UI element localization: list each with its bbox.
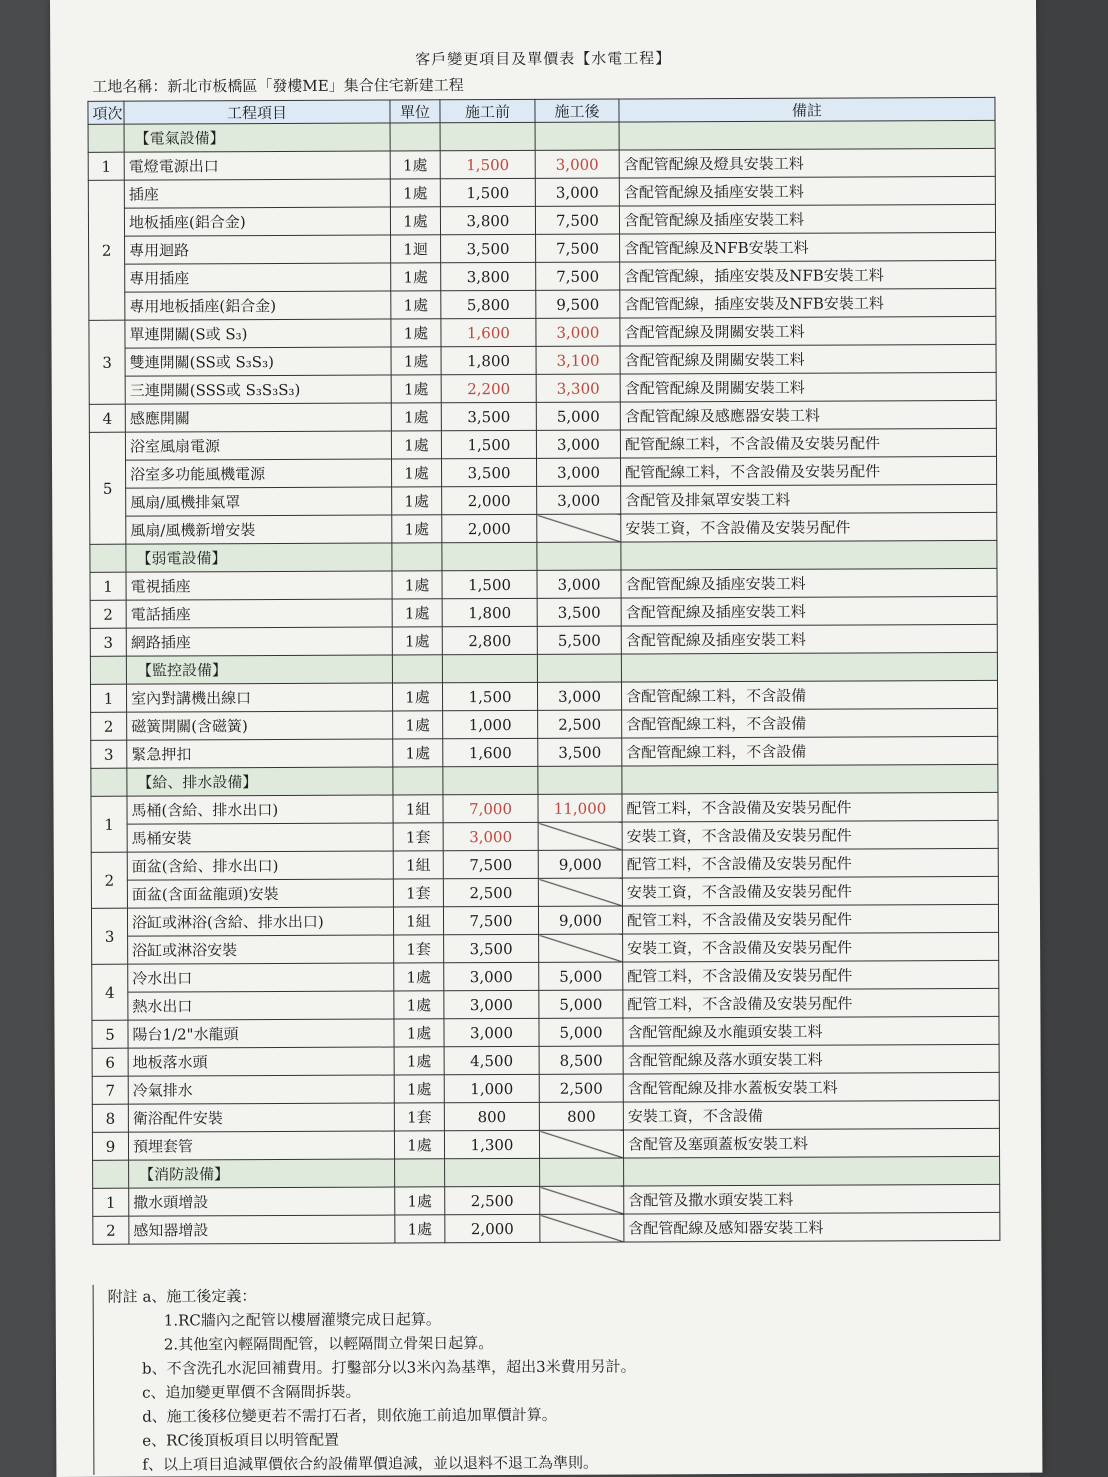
item-unit: 1處 bbox=[392, 683, 442, 711]
footnote-line: d、施工後移位變更若不需打石者，則依施工前追加單價計算。 bbox=[142, 1405, 557, 1426]
background-surface bbox=[1030, 0, 1108, 1477]
footnote-line: f、以上項目追減單價依合約設備單價追減，並以退料不退工為準則。 bbox=[142, 1453, 598, 1474]
price-after: 5,000 bbox=[539, 990, 623, 1018]
item-name: 感應開關 bbox=[125, 403, 391, 432]
header-before: 施工前 bbox=[440, 99, 535, 122]
section-title: 【給、排水設備】 bbox=[127, 767, 393, 796]
header-unit: 單位 bbox=[390, 100, 440, 123]
section-empty-cell bbox=[442, 542, 537, 570]
table-row bbox=[92, 1072, 999, 1104]
price-before: 2,200 bbox=[441, 374, 536, 402]
table-row bbox=[90, 456, 997, 488]
table-row bbox=[92, 1044, 999, 1076]
table-row bbox=[89, 260, 996, 292]
item-name: 專用插座 bbox=[125, 263, 391, 292]
table-row bbox=[90, 568, 997, 600]
item-name: 專用地板插座(鋁合金) bbox=[125, 291, 391, 320]
item-unit: 1處 bbox=[392, 571, 442, 599]
item-note: 配管工料，不含設備及安裝另配件 bbox=[622, 904, 998, 934]
price-after: 3,000 bbox=[537, 486, 621, 514]
section-empty-cell bbox=[390, 123, 440, 151]
section-row bbox=[91, 764, 998, 796]
price-before: 3,000 bbox=[444, 990, 539, 1018]
price-after: 7,500 bbox=[535, 206, 619, 234]
section-row bbox=[93, 1156, 1000, 1188]
footnote-line: c、追加變更單價不含隔間拆裝。 bbox=[142, 1382, 361, 1402]
item-unit: 1處 bbox=[394, 1047, 444, 1075]
item-unit: 1處 bbox=[390, 179, 440, 207]
price-after: 5,500 bbox=[537, 626, 621, 654]
item-note: 含配管配線及插座安裝工料 bbox=[621, 596, 997, 626]
item-name: 陽台1/2"水龍頭 bbox=[128, 1019, 394, 1048]
item-unit: 1處 bbox=[390, 207, 440, 235]
item-note: 含配管配線及插座安裝工料 bbox=[621, 568, 997, 598]
section-no-cell bbox=[90, 656, 126, 684]
section-empty-cell bbox=[442, 654, 537, 682]
item-note: 含配管配線，插座安裝及NFB安裝工料 bbox=[620, 260, 996, 290]
item-number: 3 bbox=[90, 628, 126, 656]
price-after: 5,000 bbox=[536, 402, 620, 430]
table-row bbox=[89, 316, 996, 348]
price-after-empty bbox=[538, 822, 622, 850]
price-after: 3,000 bbox=[537, 458, 621, 486]
item-note: 含配管配線及開關安裝工料 bbox=[620, 344, 996, 374]
site-name: 工地名稱：新北市板橋區「發樓ME」集合住宅新建工程 bbox=[92, 76, 464, 96]
price-before: 7,000 bbox=[443, 794, 538, 822]
price-before: 2,800 bbox=[442, 626, 537, 654]
price-before: 4,500 bbox=[444, 1046, 539, 1074]
price-before: 3,500 bbox=[441, 402, 536, 430]
item-number: 2 bbox=[91, 852, 127, 908]
section-no-cell bbox=[90, 544, 126, 572]
section-empty-cell bbox=[537, 542, 621, 570]
table-row bbox=[89, 288, 996, 320]
price-after: 3,500 bbox=[538, 738, 622, 766]
table-row bbox=[92, 1016, 999, 1048]
price-after: 5,000 bbox=[539, 962, 623, 990]
item-unit: 1處 bbox=[395, 1187, 445, 1215]
price-before: 2,500 bbox=[445, 1186, 540, 1214]
item-unit: 1套 bbox=[393, 823, 443, 851]
item-number: 2 bbox=[93, 1216, 129, 1244]
price-after: 800 bbox=[539, 1102, 623, 1130]
price-after: 2,500 bbox=[538, 710, 622, 738]
table-row bbox=[91, 820, 998, 852]
item-number: 1 bbox=[88, 152, 124, 180]
item-name: 室內對講機出線口 bbox=[126, 683, 392, 712]
item-number: 2 bbox=[88, 180, 125, 320]
item-unit: 1處 bbox=[392, 627, 442, 655]
item-unit: 1處 bbox=[391, 431, 441, 459]
price-before: 1,600 bbox=[443, 738, 538, 766]
item-note: 配管工料，不含設備及安裝另配件 bbox=[622, 848, 998, 878]
item-number: 5 bbox=[92, 1020, 128, 1048]
item-note: 含配管配線及感知器安裝工料 bbox=[624, 1212, 1000, 1242]
price-before: 2,000 bbox=[445, 1214, 540, 1242]
document-page bbox=[50, 0, 1042, 1477]
section-empty-cell bbox=[443, 766, 538, 794]
item-unit: 1處 bbox=[393, 711, 443, 739]
item-number: 3 bbox=[89, 320, 125, 404]
item-unit: 1處 bbox=[392, 599, 442, 627]
table-row bbox=[92, 960, 999, 992]
item-unit: 1組 bbox=[393, 851, 443, 879]
table-row bbox=[91, 848, 998, 880]
item-name: 熱水出口 bbox=[128, 991, 394, 1020]
table-row bbox=[93, 1212, 1000, 1244]
table-row bbox=[89, 372, 996, 404]
price-before: 3,500 bbox=[444, 934, 539, 962]
table-row bbox=[92, 1128, 999, 1160]
item-number: 4 bbox=[89, 404, 125, 432]
item-number: 2 bbox=[90, 600, 126, 628]
table-row bbox=[91, 904, 998, 936]
section-empty-cell bbox=[392, 543, 442, 571]
item-number: 9 bbox=[92, 1132, 128, 1160]
section-empty-cell bbox=[393, 767, 443, 795]
item-name: 浴缸或淋浴(含給、排水出口) bbox=[127, 907, 393, 936]
item-unit: 1處 bbox=[391, 263, 441, 291]
table-row bbox=[90, 624, 997, 656]
price-after: 3,100 bbox=[536, 346, 620, 374]
table-row bbox=[88, 148, 995, 180]
item-note: 安裝工資，不含設備及安裝另配件 bbox=[622, 820, 998, 850]
price-before: 3,500 bbox=[442, 458, 537, 486]
price-after: 8,500 bbox=[539, 1046, 623, 1074]
item-name: 三連開關(SSS或 S₃S₃S₃) bbox=[125, 375, 391, 404]
item-number: 8 bbox=[92, 1104, 128, 1132]
price-before: 5,800 bbox=[441, 290, 536, 318]
item-unit: 1套 bbox=[393, 879, 443, 907]
section-empty-cell bbox=[622, 764, 998, 794]
table-row bbox=[88, 176, 995, 208]
footnote-line: b、不含洗孔水泥回補費用。打鑿部分以3米內為基準，超出3米費用另計。 bbox=[141, 1357, 636, 1378]
price-before: 800 bbox=[444, 1102, 539, 1130]
document-title: 客戶變更項目及單價表【水電工程】 bbox=[415, 49, 672, 69]
price-before: 3,000 bbox=[443, 822, 538, 850]
item-name: 馬桶(含給、排水出口) bbox=[127, 795, 393, 824]
price-after: 9,000 bbox=[538, 906, 622, 934]
item-note: 含配管配線及開關安裝工料 bbox=[620, 316, 996, 346]
section-title: 【監控設備】 bbox=[126, 655, 392, 684]
item-name: 感知器增設 bbox=[129, 1215, 395, 1244]
item-name: 網路插座 bbox=[126, 627, 392, 656]
item-name: 磁簧開關(含磁簧) bbox=[127, 711, 393, 740]
item-name: 撒水頭增設 bbox=[129, 1187, 395, 1216]
item-unit: 1處 bbox=[394, 1019, 444, 1047]
price-after: 5,000 bbox=[539, 1018, 623, 1046]
table-row bbox=[89, 344, 996, 376]
price-before: 7,500 bbox=[443, 850, 538, 878]
item-unit: 1迴 bbox=[391, 235, 441, 263]
item-number: 3 bbox=[91, 908, 127, 964]
item-unit: 1處 bbox=[393, 739, 443, 767]
item-name: 面盆(含給、排水出口) bbox=[127, 851, 393, 880]
item-note: 含配管配線及開關安裝工料 bbox=[620, 372, 996, 402]
price-before: 1,500 bbox=[440, 178, 535, 206]
price-after-empty bbox=[540, 1214, 624, 1242]
price-after: 3,000 bbox=[535, 150, 619, 178]
price-before: 2,500 bbox=[443, 878, 538, 906]
item-unit: 1套 bbox=[394, 1103, 444, 1131]
item-unit: 1處 bbox=[391, 375, 441, 403]
item-name: 地板落水頭 bbox=[128, 1047, 394, 1076]
header-no: 項次 bbox=[88, 101, 124, 124]
price-before: 1,800 bbox=[442, 598, 537, 626]
table-body bbox=[88, 120, 1000, 1244]
table-row bbox=[90, 484, 997, 516]
item-note: 含配管配線及落水頭安裝工料 bbox=[623, 1044, 999, 1074]
section-no-cell bbox=[93, 1160, 129, 1188]
item-name: 浴室多功能風機電源 bbox=[126, 459, 392, 488]
header-note: 備註 bbox=[619, 97, 995, 122]
item-note: 含配管配線及感應器安裝工料 bbox=[620, 400, 996, 430]
price-before: 3,800 bbox=[440, 206, 535, 234]
price-after: 3,000 bbox=[537, 570, 621, 598]
item-note: 含配管配線及插座安裝工料 bbox=[619, 204, 995, 234]
table-row bbox=[89, 400, 996, 432]
price-before: 1,500 bbox=[441, 430, 536, 458]
price-after: 3,000 bbox=[536, 318, 620, 346]
price-before: 1,500 bbox=[440, 150, 535, 178]
item-name: 電視插座 bbox=[126, 571, 392, 600]
item-name: 插座 bbox=[124, 179, 390, 208]
price-before: 1,000 bbox=[443, 710, 538, 738]
table-row bbox=[90, 512, 997, 544]
item-unit: 1處 bbox=[391, 347, 441, 375]
section-row bbox=[90, 540, 997, 572]
item-unit: 1處 bbox=[390, 151, 440, 179]
item-note: 含配管配線及插座安裝工料 bbox=[619, 176, 995, 206]
item-unit: 1處 bbox=[392, 515, 442, 543]
footnote-line: 2.其他室內輕隔間配管，以輕隔間立骨架日起算。 bbox=[163, 1334, 494, 1354]
item-note: 配管工料，不含設備及安裝另配件 bbox=[623, 988, 999, 1018]
item-name: 預埋套管 bbox=[128, 1131, 394, 1160]
item-note: 含配管配線工料，不含設備 bbox=[622, 736, 998, 766]
table-row bbox=[91, 708, 998, 740]
price-before: 3,000 bbox=[444, 962, 539, 990]
price-after: 2,500 bbox=[539, 1074, 623, 1102]
item-note: 含配管及塞頭蓋板安裝工料 bbox=[623, 1128, 999, 1158]
section-empty-cell bbox=[624, 1156, 1000, 1186]
item-name: 冷水出口 bbox=[128, 963, 394, 992]
section-empty-cell bbox=[621, 540, 997, 570]
section-title: 【弱電設備】 bbox=[126, 543, 392, 572]
item-note: 安裝工資，不含設備 bbox=[623, 1100, 999, 1130]
price-before: 1,600 bbox=[441, 318, 536, 346]
item-name: 風扇/風機新增安裝 bbox=[126, 515, 392, 544]
item-name: 緊急押扣 bbox=[127, 739, 393, 768]
price-before: 2,000 bbox=[442, 486, 537, 514]
item-unit: 1組 bbox=[393, 795, 443, 823]
item-unit: 1處 bbox=[395, 1215, 445, 1243]
price-before: 1,000 bbox=[444, 1074, 539, 1102]
section-empty-cell bbox=[537, 654, 621, 682]
item-number: 1 bbox=[90, 684, 126, 712]
section-empty-cell bbox=[440, 122, 535, 150]
item-number: 7 bbox=[92, 1076, 128, 1104]
section-title: 【消防設備】 bbox=[129, 1159, 395, 1188]
price-before: 7,500 bbox=[443, 906, 538, 934]
header-after: 施工後 bbox=[535, 99, 619, 122]
price-after: 3,300 bbox=[536, 374, 620, 402]
item-note: 安裝工資，不含設備及安裝另配件 bbox=[621, 512, 997, 542]
item-number: 1 bbox=[90, 572, 126, 600]
section-no-cell bbox=[88, 124, 124, 152]
item-unit: 1處 bbox=[392, 459, 442, 487]
table-row bbox=[93, 1184, 1000, 1216]
item-name: 衛浴配件安裝 bbox=[128, 1103, 394, 1132]
table-row bbox=[89, 428, 996, 460]
item-note: 含配管配線及水龍頭安裝工料 bbox=[623, 1016, 999, 1046]
item-name: 電話插座 bbox=[126, 599, 392, 628]
item-note: 配管工料，不含設備及安裝另配件 bbox=[623, 960, 999, 990]
price-after: 9,500 bbox=[536, 290, 620, 318]
item-note: 安裝工資，不含設備及安裝另配件 bbox=[623, 932, 999, 962]
item-unit: 1處 bbox=[392, 487, 442, 515]
price-after: 3,000 bbox=[536, 430, 620, 458]
section-empty-cell bbox=[621, 652, 997, 682]
item-number: 2 bbox=[91, 712, 127, 740]
item-name: 專用迴路 bbox=[125, 235, 391, 264]
item-note: 含配管配線及燈具安裝工料 bbox=[619, 148, 995, 178]
item-unit: 1處 bbox=[391, 319, 441, 347]
table-row bbox=[90, 680, 997, 712]
section-empty-cell bbox=[619, 120, 995, 150]
item-note: 配管配線工料，不含設備及安裝另配件 bbox=[620, 428, 996, 458]
table-row bbox=[91, 876, 998, 908]
price-after-empty bbox=[539, 1130, 623, 1158]
footnote-line: 1.RC牆內之配管以樓層灌漿完成日起算。 bbox=[163, 1310, 441, 1330]
item-name: 電燈電源出口 bbox=[124, 151, 390, 180]
item-name: 浴室風扇電源 bbox=[125, 431, 391, 460]
item-note: 含配管配線及排水蓋板安裝工料 bbox=[623, 1072, 999, 1102]
item-number: 3 bbox=[91, 740, 127, 768]
item-unit: 1處 bbox=[391, 403, 441, 431]
item-number: 4 bbox=[92, 964, 128, 1020]
item-name: 單連開關(S或 S₃) bbox=[125, 319, 391, 348]
table-row bbox=[90, 596, 997, 628]
table-row bbox=[89, 232, 996, 264]
price-before: 1,300 bbox=[444, 1130, 539, 1158]
price-before: 3,500 bbox=[441, 234, 536, 262]
item-unit: 1處 bbox=[394, 991, 444, 1019]
price-after: 11,000 bbox=[538, 794, 622, 822]
header-item: 工程項目 bbox=[124, 100, 390, 124]
section-empty-cell bbox=[535, 122, 619, 150]
section-no-cell bbox=[91, 768, 127, 796]
section-row bbox=[90, 652, 997, 684]
item-note: 配管工料，不含設備及安裝另配件 bbox=[622, 792, 998, 822]
item-number: 6 bbox=[92, 1048, 128, 1076]
section-row bbox=[88, 120, 995, 152]
section-empty-cell bbox=[538, 766, 622, 794]
item-name: 浴缸或淋浴安裝 bbox=[128, 935, 394, 964]
section-empty-cell bbox=[445, 1158, 540, 1186]
item-note: 含配管及排氣罩安裝工料 bbox=[621, 484, 997, 514]
price-before: 1,800 bbox=[441, 346, 536, 374]
footnote-line: 附註 a、施工後定義： bbox=[107, 1287, 257, 1306]
item-unit: 1處 bbox=[394, 1075, 444, 1103]
section-title: 【電氣設備】 bbox=[124, 123, 390, 152]
table-row bbox=[91, 736, 998, 768]
table-row bbox=[92, 932, 999, 964]
item-name: 馬桶安裝 bbox=[127, 823, 393, 852]
item-unit: 1組 bbox=[393, 907, 443, 935]
item-note: 配管配線工料，不含設備及安裝另配件 bbox=[621, 456, 997, 486]
table-row bbox=[91, 792, 998, 824]
item-name: 地板插座(鋁合金) bbox=[124, 207, 390, 236]
price-before: 2,000 bbox=[442, 514, 537, 542]
price-after: 9,000 bbox=[538, 850, 622, 878]
item-number: 1 bbox=[93, 1188, 129, 1216]
table-row bbox=[88, 204, 995, 236]
item-note: 含配管配線及NFB安裝工料 bbox=[620, 232, 996, 262]
price-after-empty bbox=[538, 878, 622, 906]
price-before: 1,500 bbox=[442, 570, 537, 598]
item-number: 5 bbox=[89, 432, 125, 544]
price-before: 3,800 bbox=[441, 262, 536, 290]
item-name: 面盆(含面盆龍頭)安裝 bbox=[127, 879, 393, 908]
item-unit: 1處 bbox=[394, 963, 444, 991]
price-after-empty bbox=[537, 514, 621, 542]
item-note: 安裝工資，不含設備及安裝另配件 bbox=[622, 876, 998, 906]
item-unit: 1套 bbox=[394, 935, 444, 963]
footnote-line: e、RC後頂板項目以明管配置 bbox=[142, 1430, 339, 1450]
price-after: 7,500 bbox=[536, 234, 620, 262]
item-number: 1 bbox=[91, 796, 127, 852]
item-unit: 1處 bbox=[394, 1131, 444, 1159]
table-row bbox=[92, 988, 999, 1020]
section-empty-cell bbox=[392, 655, 442, 683]
item-unit: 1處 bbox=[391, 291, 441, 319]
footnotes bbox=[93, 1281, 1002, 1475]
price-after: 7,500 bbox=[536, 262, 620, 290]
section-empty-cell bbox=[395, 1159, 445, 1187]
item-name: 冷氣排水 bbox=[128, 1075, 394, 1104]
item-note: 含配管及撒水頭安裝工料 bbox=[624, 1184, 1000, 1214]
item-note: 含配管配線工料，不含設備 bbox=[621, 680, 997, 710]
item-name: 風扇/風機排氣罩 bbox=[126, 487, 392, 516]
price-table bbox=[87, 97, 1000, 1245]
price-after: 3,000 bbox=[535, 178, 619, 206]
item-note: 含配管配線，插座安裝及NFB安裝工料 bbox=[620, 288, 996, 318]
item-note: 含配管配線工料，不含設備 bbox=[622, 708, 998, 738]
price-before: 1,500 bbox=[442, 682, 537, 710]
table-row bbox=[92, 1100, 999, 1132]
price-after-empty bbox=[540, 1186, 624, 1214]
price-after: 3,000 bbox=[537, 682, 621, 710]
item-note: 含配管配線及插座安裝工料 bbox=[621, 624, 997, 654]
section-empty-cell bbox=[540, 1158, 624, 1186]
price-before: 3,000 bbox=[444, 1018, 539, 1046]
price-after: 3,500 bbox=[537, 598, 621, 626]
price-after-empty bbox=[539, 934, 623, 962]
item-name: 雙連開關(SS或 S₃S₃) bbox=[125, 347, 391, 376]
